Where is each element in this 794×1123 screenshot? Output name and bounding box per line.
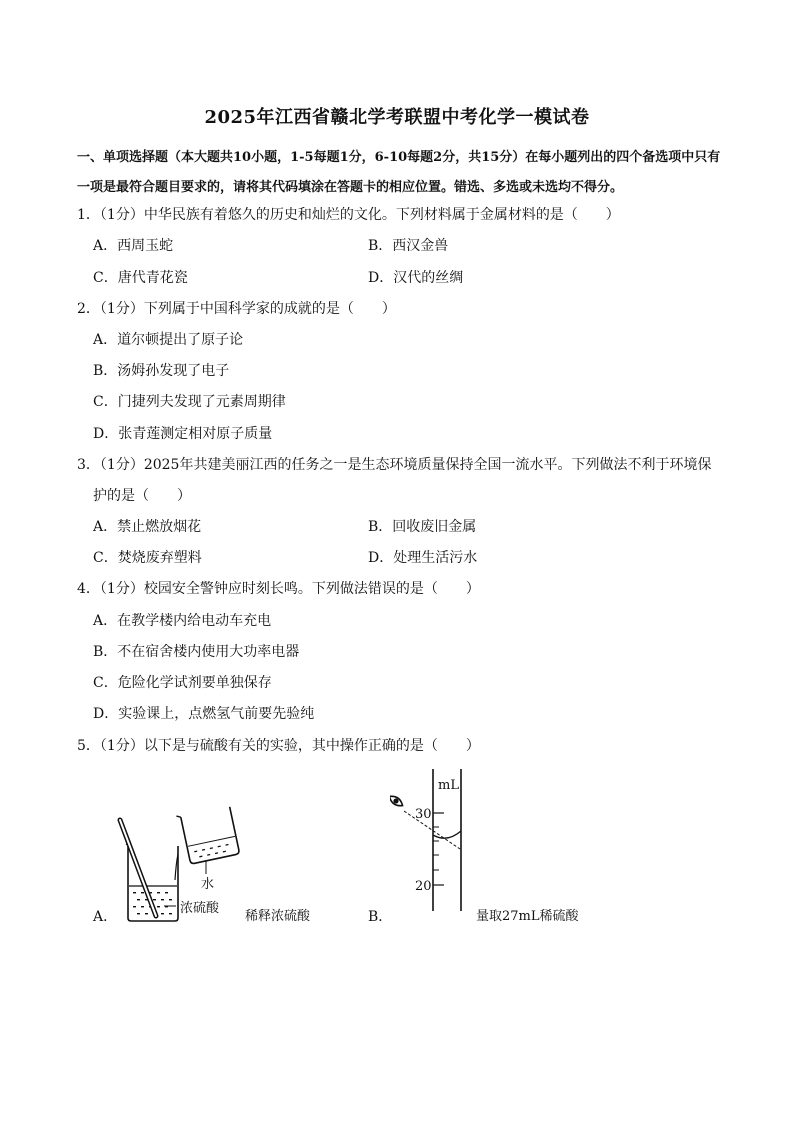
figure-b-caption: 量取27mL稀硫酸 — [476, 909, 579, 924]
question-1-option-a[interactable]: A．西周玉蛇 — [93, 238, 174, 254]
question-1-option-d[interactable]: D．汉代的丝绸 — [368, 270, 464, 286]
question-5-option-b[interactable]: B． — [368, 909, 393, 925]
question-2-option-d[interactable]: D．张青莲测定相对原子质量 — [93, 426, 273, 442]
water-label: 水 — [201, 877, 215, 892]
section-header: 一、单项选择题（本大题共10小题，1-5每题1分，6-10每题2分，共15分）在每小题列出的四个备选项中只有一项是最符合题目要求的，请将其代码填涂在答题卡的相应位置。错选、多选或未选均不得分。 — [77, 150, 721, 195]
question-3-option-c[interactable]: C．焚烧废弃塑料 — [93, 550, 202, 566]
exam-title: 2025年江西省赣北学考联盟中考化学一模试卷 — [204, 107, 590, 128]
cylinder-unit-label: mL — [438, 778, 459, 793]
question-5-option-a[interactable]: A． — [93, 909, 118, 925]
cylinder-tick-30: 30 — [415, 807, 432, 822]
question-3-stem: 3．（1分）2025年共建美丽江西的任务之一是生态环境质量保持全国一流水平。下列做法不利于环境保 — [77, 457, 712, 473]
question-5-stem: 5．（1分）以下是与硫酸有关的实验，其中操作正确的是（ ） — [77, 738, 480, 754]
question-1-option-c[interactable]: C．唐代青花瓷 — [93, 270, 188, 286]
question-1-option-b[interactable]: B．西汉金兽 — [368, 238, 449, 254]
acid-label: 浓硫酸 — [180, 901, 220, 916]
question-1-stem: 1．（1分）中华民族有着悠久的历史和灿烂的文化。下列材料属于金属材料的是（ ） — [77, 207, 620, 223]
question-2-option-a[interactable]: A．道尔顿提出了原子论 — [93, 332, 244, 348]
cylinder-diagram — [390, 765, 480, 915]
question-3-stem-cont: 护的是（ ） — [93, 488, 191, 504]
question-4-option-a[interactable]: A．在教学楼内给电动车充电 — [93, 613, 272, 629]
question-4-stem: 4．（1分）校园安全警钟应时刻长鸣。下列做法错误的是（ ） — [77, 581, 480, 597]
figure-a-caption: 稀释浓硫酸 — [245, 909, 311, 924]
question-4-option-d[interactable]: D．实验课上，点燃氢气前要先验纯 — [93, 706, 315, 722]
question-4-option-b[interactable]: B．不在宿舍楼内使用大功率电器 — [93, 644, 300, 660]
question-2-stem: 2．（1分）下列属于中国科学家的成就的是（ ） — [77, 301, 396, 317]
question-4-option-c[interactable]: C．危险化学试剂要单独保存 — [93, 675, 272, 691]
question-3-option-b[interactable]: B．回收废旧金属 — [368, 519, 477, 535]
question-3-option-d[interactable]: D．处理生活污水 — [368, 550, 478, 566]
question-2-option-b[interactable]: B．汤姆孙发现了电子 — [93, 363, 230, 379]
question-2-option-c[interactable]: C．门捷列夫发现了元素周期律 — [93, 394, 286, 410]
cylinder-tick-20: 20 — [415, 879, 432, 894]
question-3-option-a[interactable]: A．禁止燃放烟花 — [93, 519, 202, 535]
